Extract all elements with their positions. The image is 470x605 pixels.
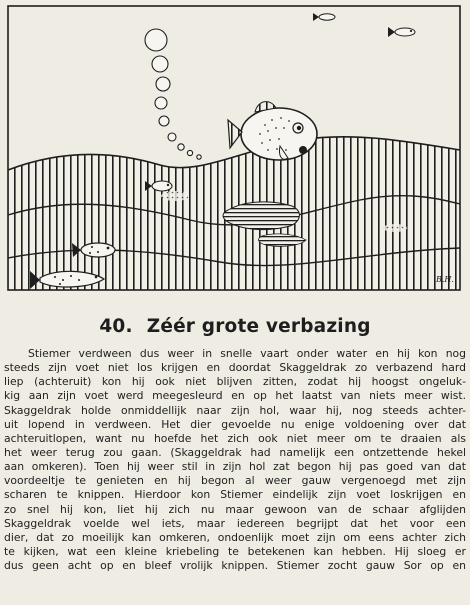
text-line: zo snel hij kon, liet hij zich nu maar gewoon van de schaar afglijden [4,502,466,516]
chapter-number: 40. [99,316,133,337]
chapter-title: Zéér grote verbazing [146,316,371,337]
text-line: uit lopend in verdween. Het dier gevoelde nu enige voldoening over dat [4,417,466,431]
text-line: dier, dat zo moeilijk kan omkeren, ondoenlijk moet zijn om eens achter zich [4,530,466,544]
text-line: achteruitlopen, want nu hoefde het zich ook niet meer om te draaien als [4,431,466,445]
text-line: Skaggeldrak voelde wel iets, maar iedereen begrijpt dat het voor een [4,516,466,530]
story-body [4,347,466,573]
text-line: scharen te knippen. Hierdoor kon Stiemer eindelijk zijn voet loskrijgen en [4,488,466,502]
text-line: te kijken, wat een kleine kriebeling te betekenen kan hebben. Hij sloeg er [4,544,466,558]
text-line: voordeeltje te genieten en hij begon al weer gauw vergenoegd met zijn [4,474,466,488]
text-line: dus geen acht op en bleef vrolijk knippen. Stiemer zocht gauw Sor op en [4,559,466,573]
text-line: steeds zijn voet niet los krijgen en doordat Skaggeldrak zo verbazend hard [4,361,466,375]
text-line: aan omkeren). Toen hij weer stil in zijn hol zat begon hij pas goed van dat [4,460,466,474]
text-line: het weer terug zou gaan. (Skaggeldrak had namelijk een ontzettende hekel [4,445,466,459]
underwater-illustration [0,0,470,300]
text-line: liep (achteruit) kon hij ook niet blijven zitten, zodat hij hoogst ongeluk- [4,375,466,389]
text-line: Stiemer verdween dus weer in snelle vaart onder water en hij kon nog [28,347,466,360]
chapter-heading [0,316,470,338]
text-line: kig aan zijn voet werd meegesleurd en op het laatst van niets meer wist. [4,389,466,403]
text-line: Skaggeldrak holde onmiddellijk naar zijn hol, waar hij, nog steeds achter- [4,403,466,417]
artist-signature: B.H. [436,275,454,284]
